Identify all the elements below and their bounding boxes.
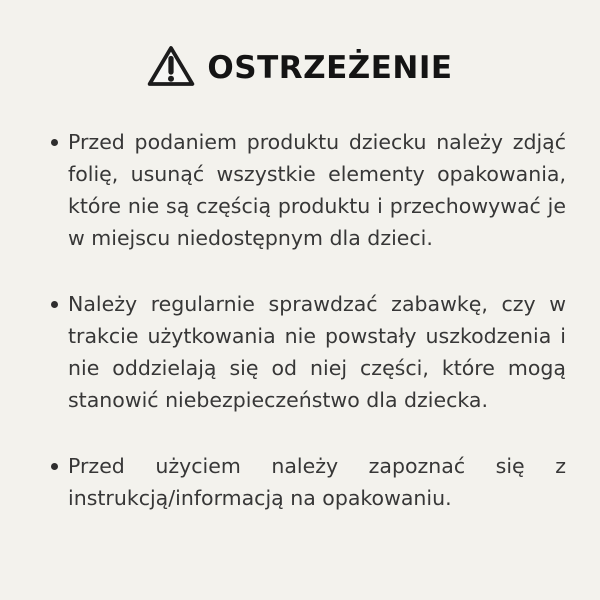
warning-list-item: Przed podaniem produktu dziecku należy zdjąć folię, usunąć wszystkie elementy opakowania, które nie są częścią produktu i przechowywać je w miejscu niedostępnym dla dzieci. — [50, 126, 566, 254]
warning-list-item: Przed użyciem należy zapoznać się z instrukcją/informacją na opakowaniu. — [50, 450, 566, 514]
warning-title: OSTRZEŻENIE — [207, 49, 453, 86]
warning-triangle-icon — [147, 44, 195, 88]
warning-list — [50, 126, 566, 514]
warning-list-item: Należy regularnie sprawdzać zabawkę, czy w trakcie użytkowania nie powstały uszkodzenia i nie oddzielają się od niej części, które mogą stanowić niebezpieczeństwo dla dziecka. — [50, 288, 566, 416]
warning-header — [0, 42, 600, 90]
